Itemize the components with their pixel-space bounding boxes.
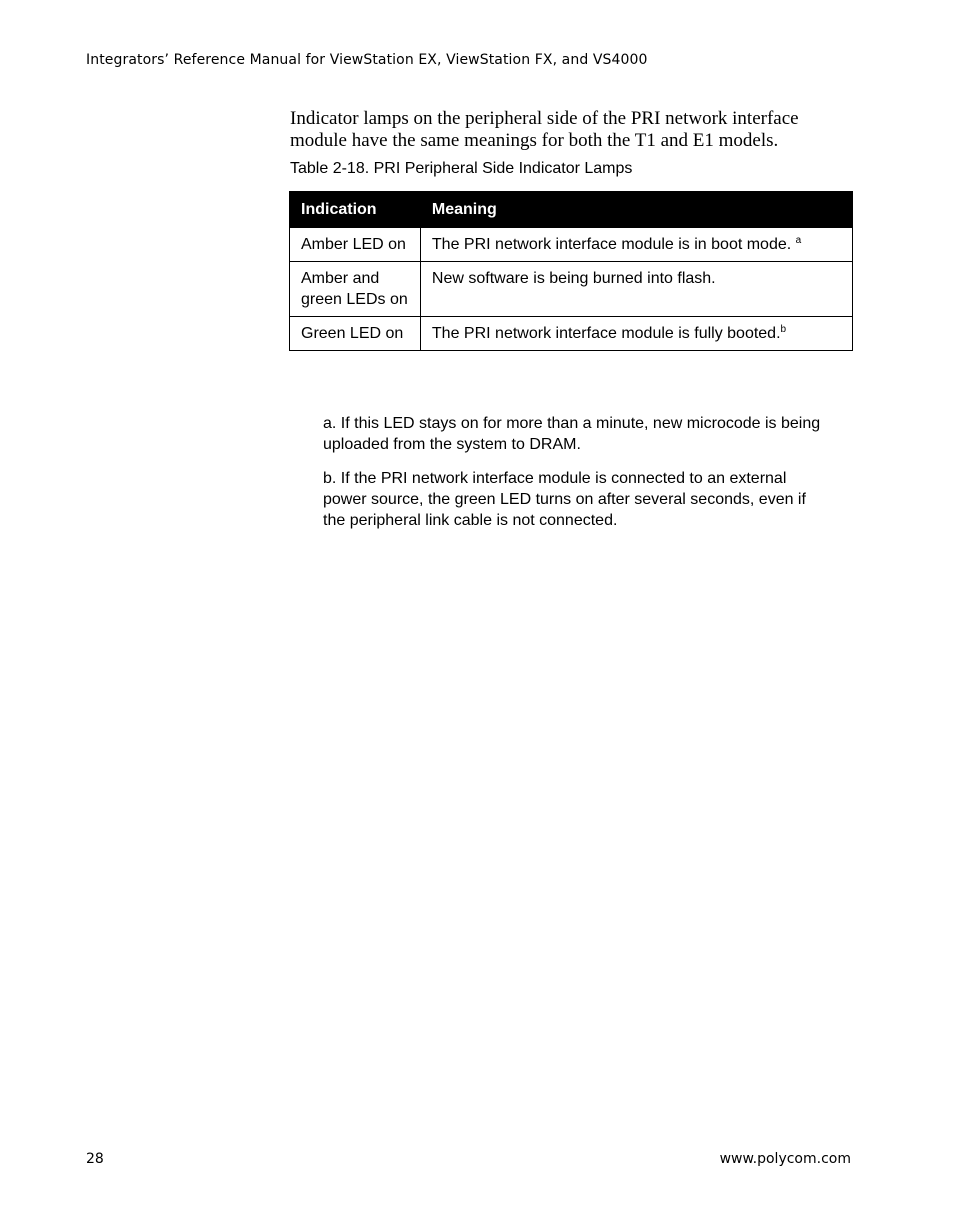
meaning-cell bbox=[420, 262, 852, 317]
footnote-b: b. If the PRI network interface module is connected to an external power source, the green LED turns on after several seconds, even if the peripheral link cable is not connected. bbox=[323, 470, 806, 529]
table-row bbox=[290, 262, 853, 317]
meaning-text: The PRI network interface module is in boot mode. bbox=[431, 236, 796, 253]
footnote-a: a. If this LED stays on for more than a minute, new microcode is being uploaded from the system to DRAM. bbox=[323, 415, 821, 453]
table-header-row bbox=[290, 192, 853, 228]
meaning-cell bbox=[420, 228, 852, 262]
indication-cell: Amber and green LEDs on bbox=[290, 262, 421, 317]
intro-paragraph: Indicator lamps on the peripheral side of the PRI network interface module have the same meanings for both the T1 and E1 models. bbox=[290, 108, 799, 151]
table-caption: Table 2-18. PRI Peripheral Side Indicator Lamps bbox=[290, 160, 633, 177]
running-header: Integrators’ Reference Manual for ViewStation EX, ViewStation FX, and VS4000 bbox=[86, 52, 648, 68]
indication-cell: Amber LED on bbox=[290, 228, 421, 262]
meaning-text: New software is being burned into flash. bbox=[431, 270, 716, 287]
footer-url: www.polycom.com bbox=[719, 1151, 851, 1167]
footnote-marker: b bbox=[780, 324, 787, 335]
column-header-indication: Indication bbox=[290, 192, 421, 228]
page-number: 28 bbox=[86, 1151, 104, 1167]
table-row bbox=[290, 317, 853, 351]
table-row bbox=[290, 228, 853, 262]
meaning-cell bbox=[420, 317, 852, 351]
indication-cell: Green LED on bbox=[290, 317, 421, 351]
meaning-text: The PRI network interface module is fully booted. bbox=[431, 325, 781, 342]
indicator-lamps-table bbox=[289, 191, 853, 351]
footnote-marker: a bbox=[795, 235, 802, 246]
table-footnotes bbox=[323, 413, 823, 544]
column-header-meaning: Meaning bbox=[420, 192, 852, 228]
